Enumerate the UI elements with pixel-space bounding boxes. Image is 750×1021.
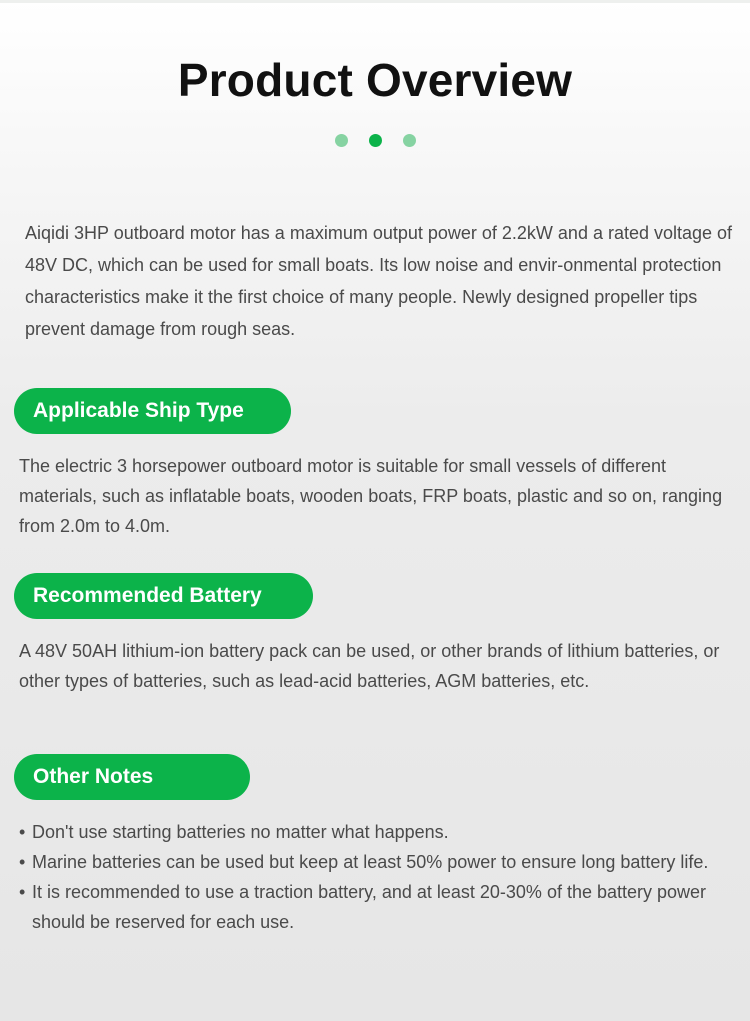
intro-paragraph: Aiqidi 3HP outboard motor has a maximum output power of 2.2kW and a rated voltage of 48V DC, which can be used for small boats. Its low noise and envir-onmental protection characteristics make it the first choice of many people. Newly designed propeller tips prevent damage from rough seas. — [25, 223, 733, 339]
top-divider — [0, 0, 750, 3]
section-heading-notes: Other Notes — [14, 754, 250, 800]
section-heading-battery: Recommended Battery — [14, 573, 313, 619]
battery-paragraph: A 48V 50AH lithium-ion battery pack can be used, or other brands of lithium batteries, or other types of batteries, such as lead-acid batteries, AGM batteries, etc. — [19, 641, 720, 691]
dot-icon-active — [369, 134, 382, 147]
list-item — [19, 817, 739, 847]
list-item — [19, 877, 739, 937]
dot-icon — [403, 134, 416, 147]
bullet-icon: • — [19, 852, 26, 872]
bullet-icon: • — [19, 822, 26, 842]
note-text: Marine batteries can be used but keep at least 50% power to ensure long battery life. — [32, 852, 709, 872]
note-text: It is recommended to use a traction battery, and at least 20-30% of the battery power should be reserved for each use. — [32, 882, 707, 932]
bullet-icon: • — [19, 882, 26, 902]
ship-type-paragraph: The electric 3 horsepower outboard motor is suitable for small vessels of different materials, such as inflatable boats, wooden boats, FRP boats, plastic and so on, ranging from 2.0m to 4.0m. — [19, 456, 723, 536]
dot-icon — [335, 134, 348, 147]
list-item — [19, 847, 739, 877]
decorative-dots — [0, 134, 750, 147]
notes-list — [19, 817, 739, 937]
note-text: Don't use starting batteries no matter what happens. — [32, 822, 449, 842]
page-title: Product Overview — [177, 54, 573, 106]
section-heading-ship-type: Applicable Ship Type — [14, 388, 291, 434]
